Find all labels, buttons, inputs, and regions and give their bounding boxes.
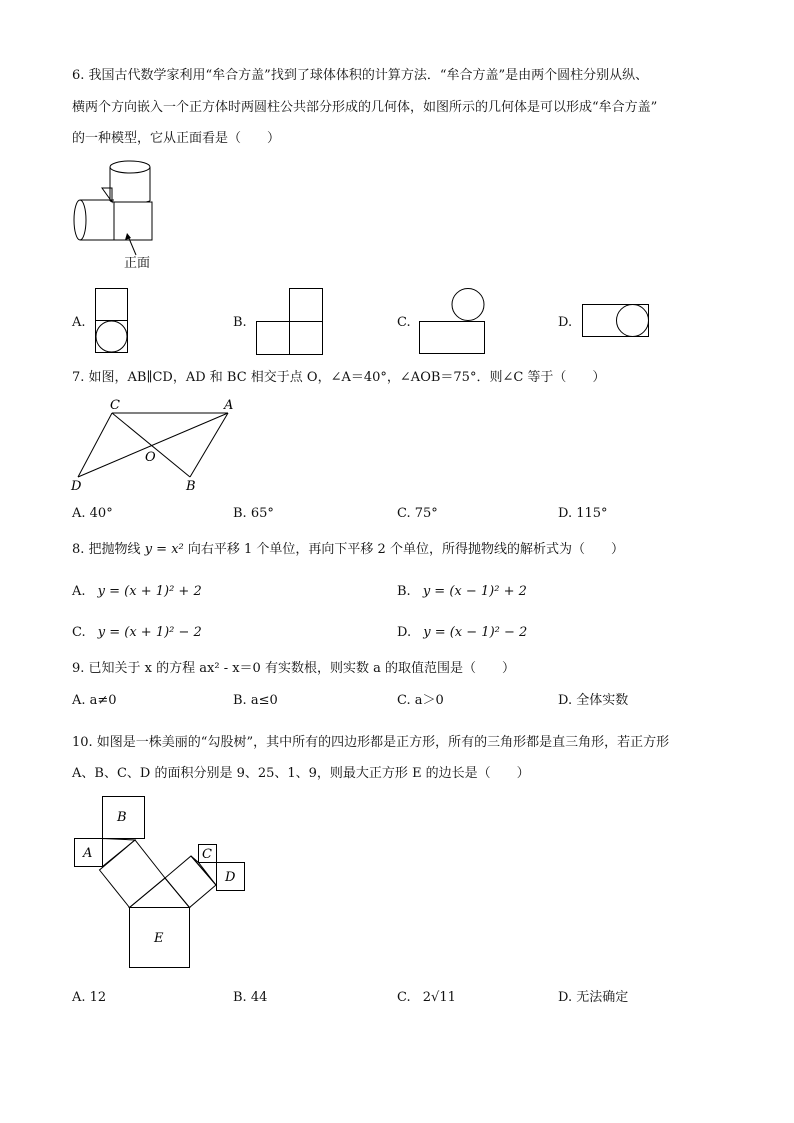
q8-option-a[interactable] xyxy=(72,584,202,600)
q9-option-d[interactable]: D. 全体实数 xyxy=(558,693,629,708)
q8-option-c-expr: y = (x + 1)² − 2 xyxy=(97,625,202,640)
q7-option-b[interactable]: B. 65° xyxy=(233,506,274,521)
q9-option-c[interactable]: C. a＞0 xyxy=(397,693,444,708)
q8-option-a-expr: y = (x + 1)² + 2 xyxy=(97,584,202,599)
q8-option-d[interactable] xyxy=(397,625,527,641)
q7-option-d[interactable]: D. 115° xyxy=(558,506,608,521)
q10-option-a[interactable]: A. 12 xyxy=(72,990,107,1005)
q6-option-c-label[interactable]: C. xyxy=(397,315,411,330)
q8-parabola: y = x² xyxy=(144,542,184,557)
q10-square-a-label: A xyxy=(83,846,93,861)
q8-option-c[interactable] xyxy=(72,625,202,641)
q8-stem-before: 8. 把抛物线 xyxy=(72,542,141,557)
q9-option-a[interactable]: A. a≠0 xyxy=(72,693,117,708)
q8-option-d-expr: y = (x − 1)² − 2 xyxy=(423,625,528,640)
q6-figure xyxy=(70,160,170,275)
q8-option-d-label: D. xyxy=(397,625,412,640)
q10-option-c-label: C. xyxy=(397,990,411,1005)
q6-stem-line1: 6. 我国古代数学家利用“牟合方盖”找到了球体体积的计算方法．“牟合方盖”是由两个圆柱分别从纵、 xyxy=(72,68,649,83)
q6-figure-label: 正面 xyxy=(124,256,151,271)
q10-square-b-label: B xyxy=(117,810,127,825)
q10-option-c[interactable] xyxy=(397,990,456,1006)
q7-point-o: O xyxy=(145,450,156,465)
q8-option-b[interactable] xyxy=(397,584,527,600)
q10-option-d[interactable]: D. 无法确定 xyxy=(558,990,629,1005)
q7-point-c: C xyxy=(110,398,120,413)
q8-stem-after: 向右平移 1 个单位，再向下平移 2 个单位，所得抛物线的解析式为（ ） xyxy=(187,542,624,557)
q6-option-a-figure xyxy=(95,288,129,354)
q10-option-c-expr: 2√11 xyxy=(422,990,456,1005)
q6-option-a-label[interactable]: A. xyxy=(72,315,86,330)
q7-figure xyxy=(70,395,240,495)
q6-stem-line2: 横两个方向嵌入一个正方体时两圆柱公共部分形成的几何体，如图所示的几何体是可以形成“牟合方盖” xyxy=(72,100,658,115)
q7-stem: 7. 如图，AB∥CD，AD 和 BC 相交于点 O，∠A＝40°，∠AOB＝75°．则∠C 等于（ ） xyxy=(72,370,606,385)
q7-option-c[interactable]: C. 75° xyxy=(397,506,438,521)
q8-stem xyxy=(72,542,624,558)
q6-option-d-figure xyxy=(582,304,650,340)
q8-option-b-label: B. xyxy=(397,584,411,599)
q10-pythagoras-tree xyxy=(70,793,250,973)
q7-point-d: D xyxy=(71,479,82,494)
q6-option-b-figure xyxy=(256,288,324,356)
q8-option-c-label: C. xyxy=(72,625,86,640)
q10-square-c-label: C xyxy=(202,847,212,862)
q7-point-a: A xyxy=(224,398,234,413)
q10-square-e-label: E xyxy=(154,931,164,946)
q10-square-d-label: D xyxy=(225,870,236,885)
q10-stem-line1: 10. 如图是一株美丽的“勾股树”，其中所有的四边形都是正方形，所有的三角形都是直三角形，若正方形 xyxy=(72,735,670,750)
q6-stem-line3: 的一种模型，它从正面看是（ ） xyxy=(72,131,281,146)
q6-option-c-figure xyxy=(419,288,487,356)
q8-option-a-label: A. xyxy=(72,584,86,599)
q8-option-b-expr: y = (x − 1)² + 2 xyxy=(422,584,527,599)
q7-option-a[interactable]: A. 40° xyxy=(72,506,113,521)
q6-option-d-label[interactable]: D. xyxy=(558,315,573,330)
q7-point-b: B xyxy=(186,479,196,494)
q6-option-b-label[interactable]: B. xyxy=(233,315,247,330)
q9-stem: 9. 已知关于 x 的方程 ax² - x＝0 有实数根，则实数 a 的取值范围是（ ） xyxy=(72,661,515,676)
q10-stem-line2: A、B、C、D 的面积分别是 9、25、1、9，则最大正方形 E 的边长是（ ） xyxy=(72,766,530,781)
q9-option-b[interactable]: B. a≤0 xyxy=(233,693,278,708)
q10-option-b[interactable]: B. 44 xyxy=(233,990,268,1005)
